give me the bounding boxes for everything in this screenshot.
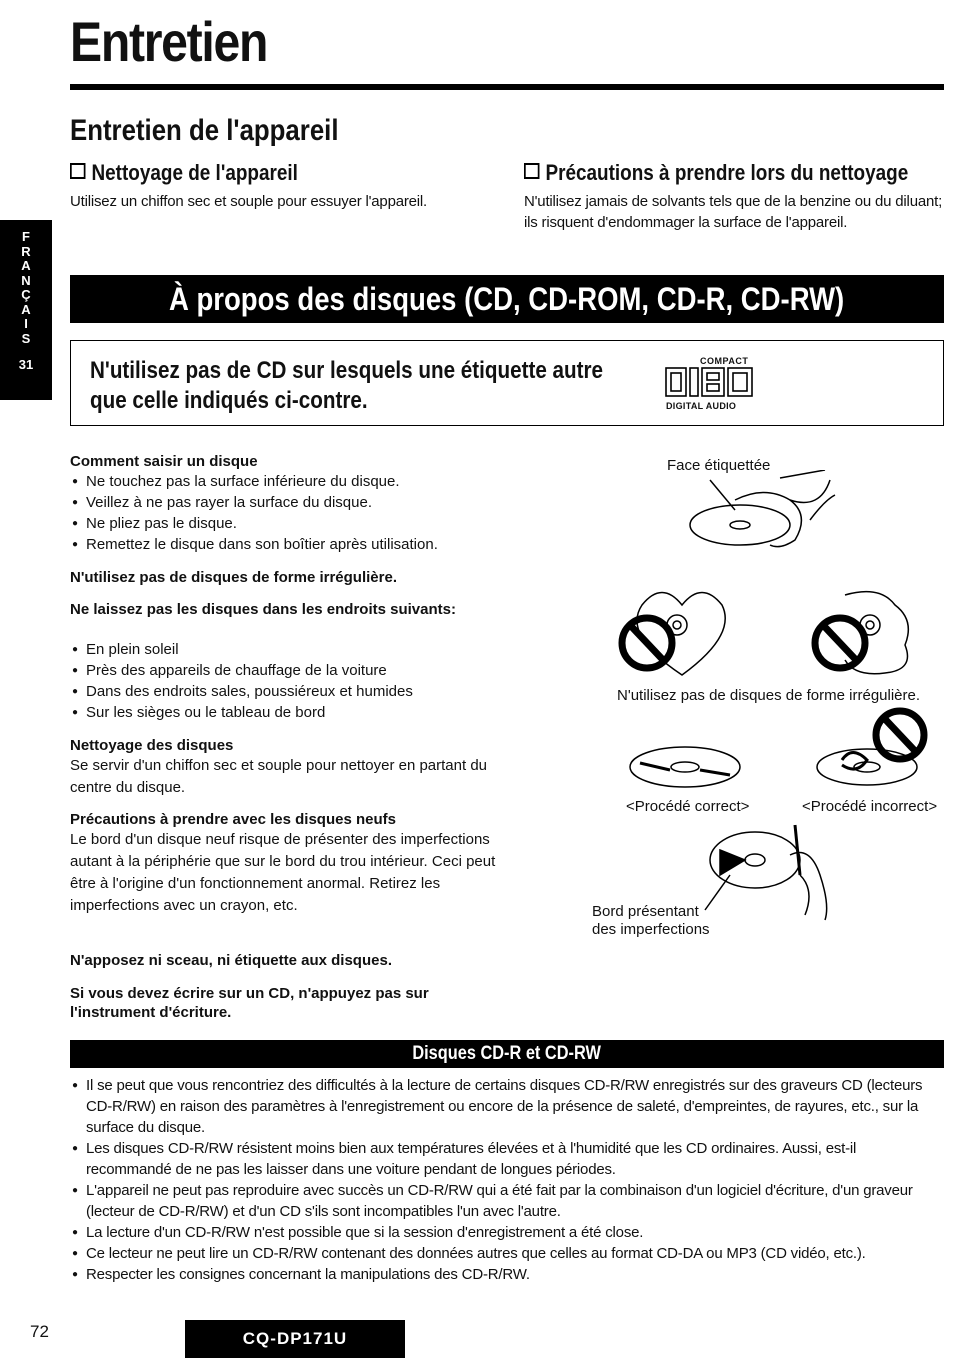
list-item: ● Remettez le disque dans son boîtier après utilisation. (70, 534, 510, 555)
list-item: ● Veillez à ne pas rayer la surface du disque. (70, 492, 510, 513)
places-list (70, 639, 510, 723)
model-label: CQ-DP171U (185, 1320, 405, 1358)
hand-holding-disc-icon (680, 470, 840, 560)
incorrect-cleaning-disc-icon (812, 705, 932, 795)
list-item: ● Près des appareils de chauffage de la voiture (70, 660, 510, 681)
cdr-list (70, 1075, 944, 1285)
list-item: ● Ne touchez pas la surface inférieure du disque. (70, 471, 510, 492)
list-item: ● Sur les sièges ou le tableau de bord (70, 702, 510, 723)
handling-heading: Comment saisir un disque (70, 453, 258, 470)
cdr-heading: Disques CD-R et CD-RW (70, 1040, 944, 1068)
tab-page-number: 31 (18, 357, 34, 372)
list-item: ● En plein soleil (70, 639, 510, 660)
no-seal-warning: N'apposez ni sceau, ni étiquette aux disques. (70, 952, 392, 969)
label-face-caption: Face étiquettée (667, 457, 771, 474)
precautions-heading: Précautions à prendre lors du nettoyage (524, 162, 908, 184)
cleaning-discs-text: Se servir d'un chiffon sec et souple pour nettoyer en partant du centre du disque. (70, 757, 488, 796)
handling-list (70, 471, 510, 555)
irregular-heading: N'utilisez pas de disques de forme irrégulière. (70, 569, 397, 586)
incorrect-caption: <Procédé incorrect> (802, 798, 938, 815)
cleaning-heading: Nettoyage de l'appareil (70, 162, 298, 184)
list-item: ● L'appareil ne peut pas reproduire avec succès un CD-R/RW qui a été fait par la combinaison d'un logiciel d'écriture, d'un graveur (lecteur de CD-R/RW) et d'un CD s'ils sont incompatibles l'un avec l'autre. (70, 1180, 944, 1222)
page-title: Entretien (70, 10, 268, 73)
list-item: ● Il se peut que vous rencontriez des difficultés à la lecture de certains disques CD-R/RW enregistrés sur des graveurs CD (lecteurs CD-R/RW) en raison des paramètres à l'enregistrement ou encore de la présence de saleté, d'empreintes, de rayures, etc., sur la surface du disque. (70, 1075, 944, 1138)
list-item: ● Ce lecteur ne peut lire un CD-R/RW contenant des données autres que celles au format CD-DA ou MP3 (CD vidéo, etc.). (70, 1243, 944, 1264)
title-rule (70, 84, 944, 90)
precautions-text: N'utilisez jamais de solvants tels que de la benzine ou du diluant; ils risquent d'endommager la surface de l'appareil. (524, 193, 943, 231)
cleaning-discs-heading: Nettoyage des disques (70, 737, 234, 754)
new-discs-text: Le bord d'un disque neuf risque de présenter des imperfections autant à la périphérie que sur le bord du trou intérieur. Ceci peut être à l'origine d'un fonctionnement anormal. Retirez les imperfections avec un crayon, etc. (70, 831, 496, 914)
edge-caption-line1: Bord présentant (592, 903, 699, 920)
warning-text: N'utilisez pas de CD sur lesquels une étiquette autre que celle indiqués ci-contre. (90, 357, 604, 414)
page-number: 72 (30, 1322, 49, 1341)
cleaning-text: Utilisez un chiffon sec et souple pour essuyer l'appareil. (70, 193, 428, 210)
language-tab: F R A N Ç A I S 31 (0, 220, 52, 400)
discs-banner: À propos des disques (CD, CD-ROM, CD-R, CD-RW) (70, 275, 944, 323)
writing-warning: Si vous devez écrire sur un CD, n'appuyez pas sur l'instrument d'écriture. (70, 985, 429, 1021)
list-item: ● Respecter les consignes concernant la manipulations des CD-R/RW. (70, 1264, 944, 1285)
edge-caption-line2: des imperfections (592, 921, 710, 938)
heart-disc-prohibited-icon (612, 585, 742, 680)
new-discs-heading: Précautions à prendre avec les disques neufs (70, 811, 396, 828)
list-item: ● La lecture d'un CD-R/RW n'est possible que si la session d'enregistrement a été close. (70, 1222, 944, 1243)
irregular-disc-prohibited-icon (805, 585, 920, 680)
list-item: ● Ne pliez pas le disque. (70, 513, 510, 534)
checkbox-icon (70, 163, 85, 179)
compact-disc-logo: COMPACT DIGITAL AUDIO (664, 356, 764, 416)
section-heading-maintenance: Entretien de l'appareil (70, 114, 339, 147)
list-item: ● Dans des endroits sales, poussiéreux et humides (70, 681, 510, 702)
disc-edge-pencil-icon (700, 815, 850, 925)
correct-caption: <Procédé correct> (626, 798, 750, 815)
irregular-caption: N'utilisez pas de disques de forme irrégulière. (617, 687, 921, 704)
places-heading: Ne laissez pas les disques dans les endroits suivants: (70, 601, 456, 618)
checkbox-icon (524, 163, 539, 179)
correct-cleaning-disc-icon (620, 735, 750, 795)
list-item: ● Les disques CD-R/RW résistent moins bien aux températures élevées et à l'humidité que les CD ordinaires. Aussi, est-il recommandé de ne pas les laisser dans une voiture pendant de longues périodes. (70, 1138, 944, 1180)
